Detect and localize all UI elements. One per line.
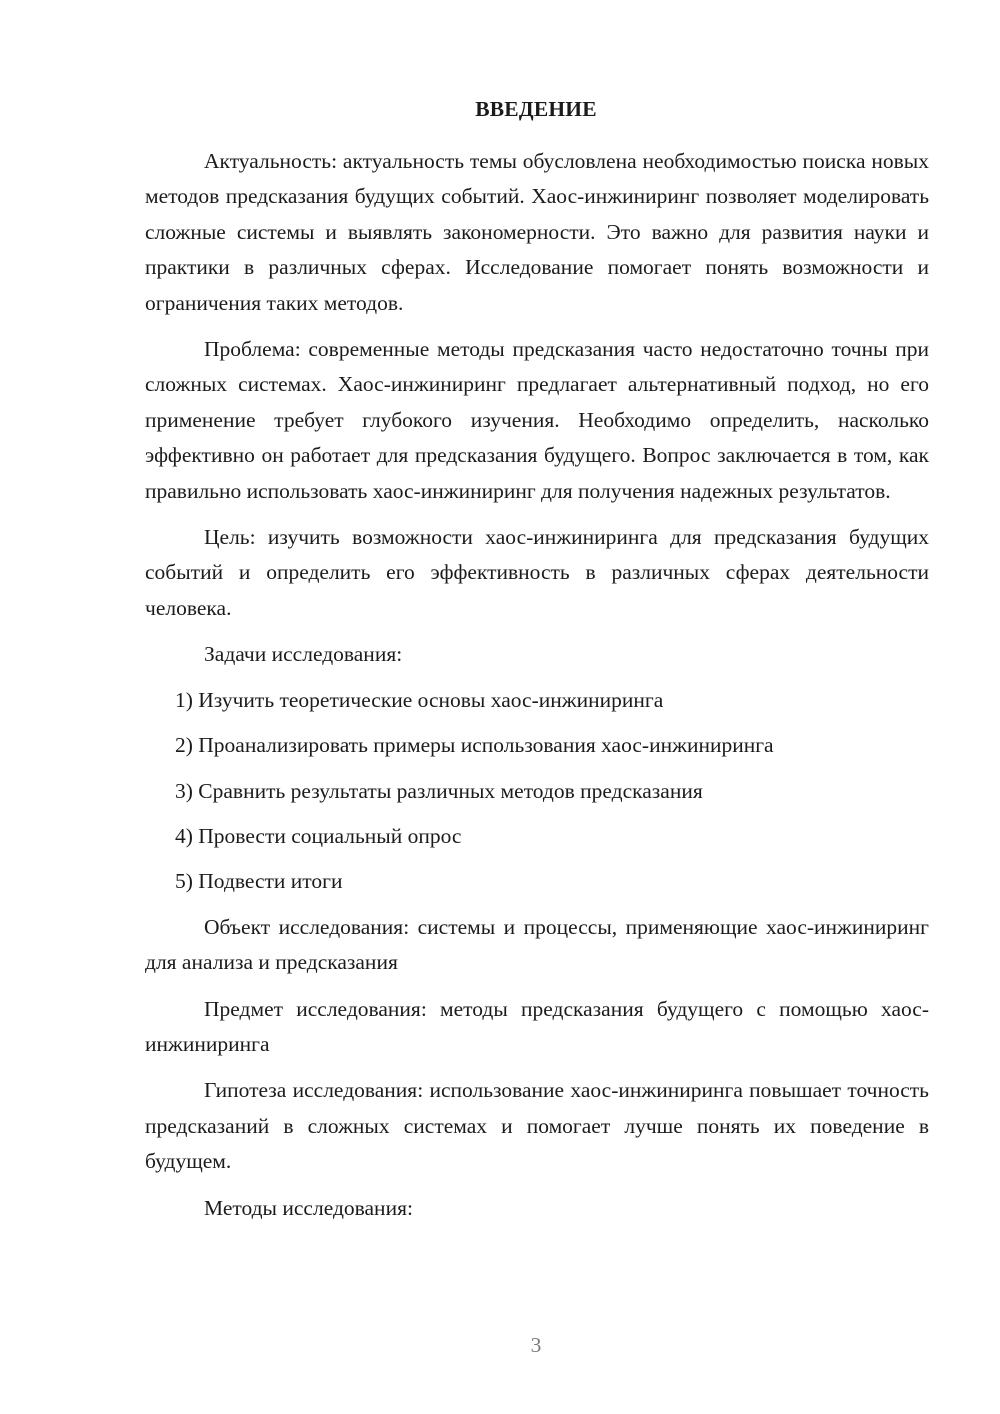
task-item: 1) Изучить теоретические основы хаос-инжиниринга <box>175 687 664 712</box>
subject-paragraph: Предмет исследования: методы предсказания будущего с помощью хаос-инжиниринга <box>145 996 929 1056</box>
task-item: 3) Сравнить результаты различных методов предсказания <box>175 778 703 803</box>
object-paragraph: Объект исследования: системы и процессы, применяющие хаос-инжиниринг для анализа и предсказания <box>145 914 929 975</box>
relevance-paragraph: Актуальность: актуальность темы обусловлена необходимостью поиска новых методов предсказания будущих событий. Хаос-инжиниринг позволяет моделировать сложные системы и выявлять закономерности. Это важно для развития науки и практики в различных сферах. Исследование помогает понять возможности и ограничения таких методов. <box>145 149 929 315</box>
task-item: 5) Подвести итоги <box>175 869 343 894</box>
tasks-label: Задачи исследования: <box>204 642 403 667</box>
tasks-list <box>145 683 929 900</box>
page-number: 3 <box>530 1333 542 1357</box>
problem-paragraph: Проблема: современные методы предсказания часто недостаточно точны при сложных системах. Хаос-инжиниринг предлагает альтернативный подход, но его применение требует глубокого изучения. Необходимо определить, насколько эффективно он работает для предсказания будущего. Вопрос заключается в том, как правильно использовать хаос-инжиниринг для получения надежных результатов. <box>145 337 929 503</box>
hypothesis-paragraph: Гипотеза исследования: использование хаос-инжиниринга повышает точность предсказаний в сложных системах и помогает лучше понять их поведение в будущем. <box>145 1078 929 1174</box>
body-text <box>145 144 929 1236</box>
task-item: 4) Провести социальный опрос <box>175 823 462 848</box>
methods-label: Методы исследования: <box>204 1195 413 1220</box>
goal-paragraph: Цель: изучить возможности хаос-инжиниринга для предсказания будущих событий и определить его эффективность в различных сферах деятельности человека. <box>145 525 929 620</box>
section-title: ВВЕДЕНИЕ <box>475 97 597 121</box>
task-item: 2) Проанализировать примеры использования хаос-инжиниринга <box>175 733 774 758</box>
